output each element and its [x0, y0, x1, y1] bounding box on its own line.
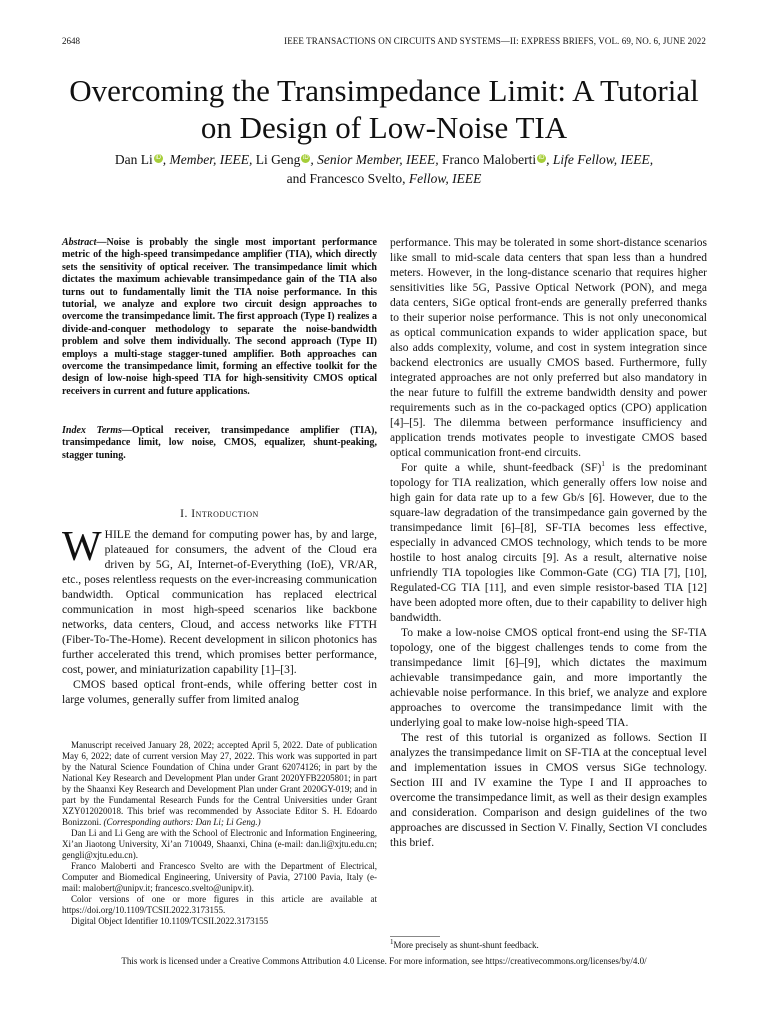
author-list [40, 150, 728, 188]
right-column-text [390, 236, 707, 851]
footnote: Franco Maloberti and Francesco Svelto are with the Department of Electrical, Computer and Biomedical Engineering, University of Pavia, 27100 Pavia, Italy (e-mail: malobert@unipv.it; francesco.svelto@unipv.it). [62, 861, 377, 893]
running-head: IEEE TRANSACTIONS ON CIRCUITS AND SYSTEMS—II: EXPRESS BRIEFS, VOL. 69, NO. 6, JUNE 2022 [284, 36, 706, 46]
abstract [62, 237, 377, 398]
title-line-1: Overcoming the Transimpedance Limit: A Tutorial [69, 73, 699, 108]
footnote-right [390, 936, 707, 951]
footnote-text [390, 940, 539, 950]
index-terms-text: —Optical receiver, transimpedance amplifier (TIA), transimpedance limit, low noise, CMOS, equalizer, shunt-peaking, stagger tuning. [62, 425, 377, 461]
orcid-icon[interactable]: iD [538, 154, 545, 161]
paragraph: performance. This may be tolerated in some short-distance scenarios like small to mid-scale data centers that span less than a hundred meters. However, in the long-distance scenario that requires higher sensitivities like 5G, Passive Optical Network (PON), and mega data centers, SiGe optical front-ends are generally preferred thanks to their superior noise performance. This is not only uneconomical as optical communication expands to wider application space, but also adds complexity, volume, and cost in system integration since backend electronics are usually CMOS based. Furthermore, fully integrated approaches are not only preferred but also mandatory in the near future to fulfill the extreme bandwidth density and power requirements such as in the co-packaged optics (CPO) application [4]–[5]. The dilemma between performance insufficiency and application trends motivates people to investigate CMOS based optical communication front-end circuits. [390, 237, 707, 459]
section-title: Introduction [191, 508, 259, 520]
author-name: Li Geng [252, 152, 301, 167]
footnote: Color versions of one or more figures in this article are available at https://doi.org/10.1109/TCSII.2022.3173155. [62, 894, 377, 915]
license-notice: This work is licensed under a Creative Commons Attribution 4.0 License. For more information, see https://creativecommons.org/licenses/by/4.0/ [121, 956, 647, 966]
footnote-text: Manuscript received January 28, 2022; accepted April 5, 2022. Date of publication May 6, 2022; date of current version May 27, 2022. This work was supported in part by the Natural Science Foundation of China under Grant 62074126; in part by the National Key Research and Development Plan under Grant 2020YFB2205801; in part by the Shaanxi Key Research and Development Plan under Grant 2020GY-019; and in part by the Fundamental Research Funds for the Central Universities under Grant XZY012020018. This brief was recommended by Associate Editor S. H. Edoardo Bonizzoni. [62, 740, 377, 827]
section-heading [62, 508, 377, 520]
corresponding-authors: (Corresponding authors: Dan Li; Li Geng.) [103, 817, 261, 827]
authors-line-1 [40, 150, 728, 169]
section-numeral: I. [180, 508, 192, 520]
intro-text [62, 524, 377, 708]
author-role: , Member, IEEE, [162, 152, 253, 167]
footnote-rule [390, 936, 440, 937]
paper-title [40, 72, 728, 146]
footnote-marker[interactable]: 1 [601, 460, 605, 469]
orcid-icon[interactable]: iD [155, 154, 162, 161]
paragraph: To make a low-noise CMOS optical front-end using the SF-TIA topology, one of the biggest challenges tends to come from the transimpedance limit [6]–[9], which dictates the maximum achievable transimpedance gain, and more importantly the achievable noise performance. In this brief, we analyze and explore approaches to overcome the transimpedance limit with the underlying goal to make low-noise high-speed TIA. [390, 627, 707, 729]
paragraph-text: is the predominant topology for TIA realization, which generally offers low noise and high gain for data rate up to a few Gb/s [6]. However, due to the square-law degradation of the transimpedance gain governed by the transimpedance limit [6]–[8], SF-TIA becomes less effective, especially in advanced CMOS technology, which tends to be more hostile to host analog circuits [9]. As a result, alternative noise unfriendly TIA topologies like Common-Gate (CG) TIA [7], [10], Regulated-CG TIA [11], and even simple resistor-based TIA [12] have been adopted more often, due to their capability to deliver high bandwidth. [390, 462, 707, 624]
authors-line-2 [40, 169, 728, 188]
footnote [62, 740, 377, 828]
index-terms-label: Index Terms [62, 425, 122, 436]
drop-cap: W [62, 524, 102, 570]
abstract-text: —Noise is probably the single most important performance metric of the high-speed transimpedance amplifier (TIA), which directly sets the sensitivity of optical receiver. The transimpedance limit which dictates the maximum achievable transimpedance gain of the TIA also turns out to fundamentally limit the TIA noise performance. In this tutorial, we analyze and explore two circuit design approaches to overcome the transimpedance limit. The first approach (Type I) realizes a divide-and-conquer methodology to separate the noise-bandwidth problem and solve them individually. The second approach (Type II) employs a multi-stage stagger-tuned amplifier. Both approaches can overcome the transimpedance limit, forming an effective toolkit for the design of low-noise high-speed TIA for high-sensitivity CMOS optical receivers in current and future applications. [62, 237, 377, 397]
footnote: Digital Object Identifier 10.1109/TCSII.2022.3173155 [71, 916, 269, 926]
abstract-label: Abstract [62, 237, 97, 248]
paragraph [390, 461, 707, 626]
author-role: , Senior Member, IEEE, [310, 152, 439, 167]
title-line-2: on Design of Low-Noise TIA [200, 110, 568, 145]
footnote-number: 1 [390, 938, 394, 946]
author-name: Dan Li [114, 152, 153, 167]
author-role: , Life Fellow, IEEE, [546, 152, 654, 167]
footnote: Dan Li and Li Geng are with the School of Electronic and Information Engineering, Xi’an Jiaotong University, Xi’an 710049, Shaanxi, China (e-mail: dan.li@xjtu.edu.cn; gengli@xjtu.edu.cn). [62, 828, 377, 860]
author-name: Franco Maloberti [438, 152, 537, 167]
paragraph-text: For quite a while, shunt-feedback (SF) [401, 462, 602, 474]
author-name: and Francesco Svelto, [286, 171, 409, 186]
orcid-icon[interactable]: iD [303, 154, 309, 161]
footnote-body: More precisely as shunt-shunt feedback. [393, 940, 539, 950]
author-role: Fellow, IEEE [408, 171, 482, 186]
paragraph [62, 524, 377, 678]
paragraph: The rest of this tutorial is organized as follows. Section II analyzes the transimpedance limit on SF-TIA at the conceptual level and implementation issues in CMOS versus SiGe technology. Section III and IV examine the Type I and II approaches to overcome the transimpedance limit, as well as their design examples and consideration. Comparison and design guidelines of the two approaches are discussed in Section V. Finally, Section VI concludes this brief. [390, 732, 707, 849]
page-number: 2648 [62, 36, 80, 46]
footnotes [62, 740, 377, 927]
index-terms [62, 425, 377, 462]
paragraph-text: HILE the demand for computing power has, by and large, plateaued for consumers, the advent of the Cloud era driven by 5G, AI, Internet-of-Everything (IoE), VR/AR, etc., poses relentless requests on the ever-increasing communication bandwidth. Optical communication has replaced electrical communication in most high-speed scenarios like backbone networks, data centers, Cloud, and access networks like FTTH (Fiber-To-The-Home). Recent development in silicon photonics has further accelerated this trend, which promises better performance, cost, power, and miniaturization capability [1]–[3]. [62, 529, 377, 676]
paragraph: CMOS based optical front-ends, while offering better cost in large volumes, generally suffer from limited analog [62, 679, 377, 706]
